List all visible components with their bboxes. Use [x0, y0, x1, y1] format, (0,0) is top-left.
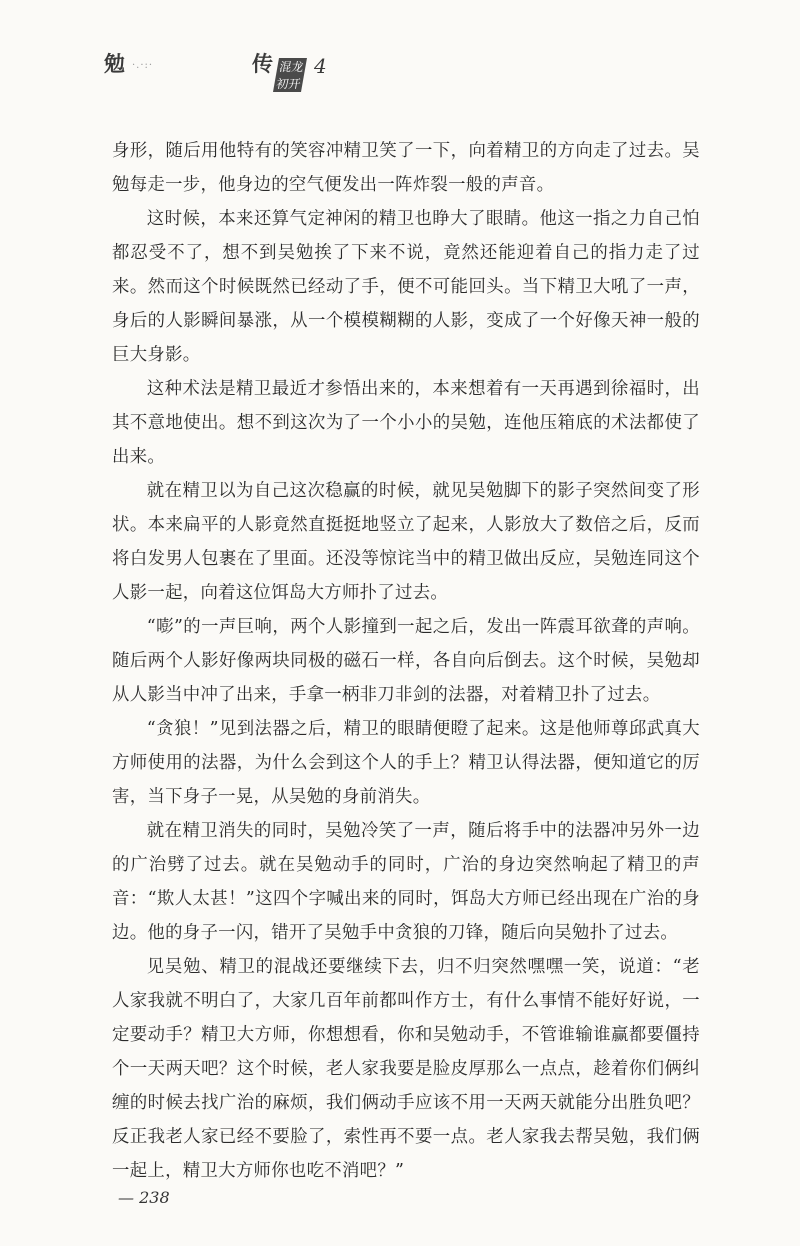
running-header	[104, 44, 327, 91]
header-decoration: ·.·:·	[132, 60, 154, 71]
header-subtitle: 混龙初开	[273, 58, 307, 92]
header-title-char-2: 传	[252, 51, 273, 76]
paragraph: 见吴勉、精卫的混战还要继续下去，归不归突然嘿嘿一笑，说道：“老人家我就不明白了，大家几百年前都叫作方士，有什么事情不能好好说，一定要动手？精卫大方师，你想想看，你和吴勉动手，不管谁输谁赢都要僵持个一天两天吧？这个时候，老人家我要是脸皮厚那么一点点，趁着你们俩纠缠的时候去找广治的麻烦，我们俩动手应该不用一天两天就能分出胜负吧？反正我老人家已经不要脸了，索性再不要一点。老人家我去帮吴勉，我们俩一起上，精卫大方师你也吃不消吧？”	[112, 957, 700, 1181]
paragraph: “贪狼！”见到法器之后，精卫的眼睛便瞪了起来。这是他师尊邱武真大方师使用的法器，为什么会到这个人的手上？精卫认得法器，便知道它的厉害，当下身子一晃，从吴勉的身前消失。	[112, 719, 700, 807]
paragraph: 这时候，本来还算气定神闲的精卫也睁大了眼睛。他这一指之力自己怕都忍受不了，想不到吴勉挨了下来不说，竟然还能迎着自己的指力走了过来。然而这个时候既然已经动了手，便不可能回头。当下精卫大吼了一声，身后的人影瞬间暴涨，从一个模模糊糊的人影，变成了一个好像天神一般的巨大身影。	[112, 209, 700, 365]
paragraph: 就在精卫消失的同时，吴勉冷笑了一声，随后将手中的法器冲另外一边的广治劈了过去。就在吴勉动手的同时，广治的身边突然响起了精卫的声音：“欺人太甚！”这四个字喊出来的同时，饵岛大方师已经出现在广治的身边。他的身子一闪，错开了吴勉手中贪狼的刀锋，随后向吴勉扑了过去。	[112, 821, 700, 943]
header-title-char-1: 勉	[104, 51, 125, 76]
paragraph: 就在精卫以为自己这次稳赢的时候，就见吴勉脚下的影子突然间变了形状。本来扁平的人影竟然直挺挺地竖立了起来，人影放大了数倍之后，反而将白发男人包裹在了里面。还没等惊诧当中的精卫做出反应，吴勉连同这个人影一起，向着这位饵岛大方师扑了过去。	[112, 481, 700, 603]
paragraph: 身形，随后用他特有的笑容冲精卫笑了一下，向着精卫的方向走了过去。吴勉每走一步，他身边的空气便发出一阵炸裂一般的声音。	[112, 141, 700, 195]
header-volume-number: 4	[314, 54, 327, 78]
body-text	[112, 134, 700, 1188]
page-number: — 238	[118, 1188, 170, 1207]
paragraph: 这种术法是精卫最近才参悟出来的，本来想着有一天再遇到徐福时，出其不意地使出。想不到这次为了一个小小的吴勉，连他压箱底的术法都使了出来。	[112, 379, 700, 467]
paragraph: “嘭”的一声巨响，两个人影撞到一起之后，发出一阵震耳欲聋的声响。随后两个人影好像两块同极的磁石一样，各自向后倒去。这个时候，吴勉却从人影当中冲了出来，手拿一柄非刀非剑的法器，对着精卫扑了过去。	[112, 617, 700, 705]
